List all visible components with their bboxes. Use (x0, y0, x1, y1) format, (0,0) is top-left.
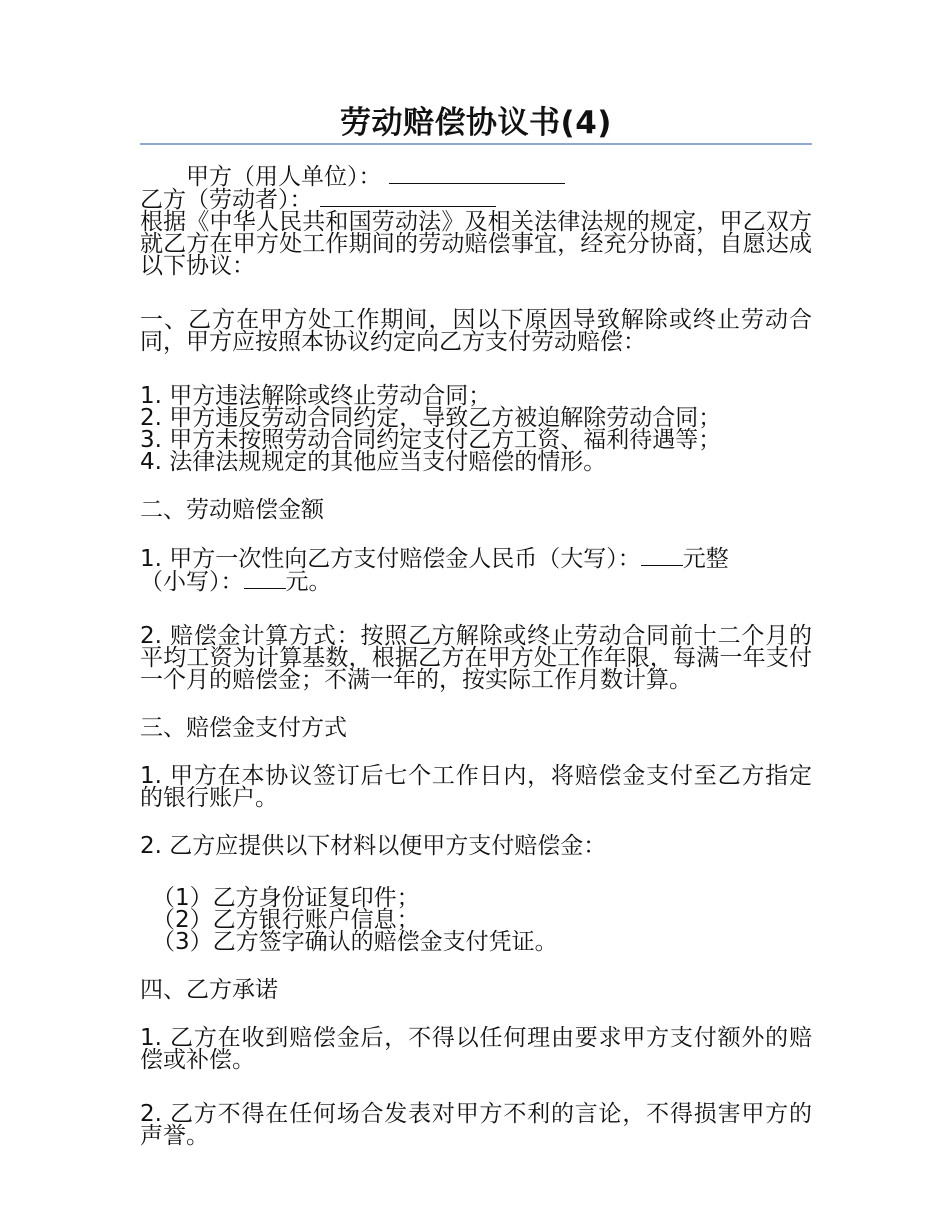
list-item: 2. 甲方违反劳动合同约定，导致乙方被迫解除劳动合同； (140, 405, 722, 431)
list-item: 4. 法律法规规定的其他应当支付赔偿的情形。 (140, 449, 607, 475)
amount-words-suffix: 元整 (682, 546, 729, 572)
party-b-label: 乙方（劳动者）： (140, 187, 313, 213)
section2-item1 (140, 547, 812, 593)
section2-heading: 二、劳动赔偿金额 (140, 497, 324, 523)
amount-number-suffix: 元。 (285, 569, 332, 595)
party-a-blank (389, 165, 565, 184)
section2-item1-line2 (140, 570, 812, 593)
amount-words-label: 1. 甲方一次性向乙方支付赔偿金人民币（大写）： (140, 546, 641, 572)
section1-list (140, 385, 812, 473)
section4-item1: 1. 乙方在收到赔偿金后，不得以任何理由要求甲方支付额外的赔偿或补偿。 (140, 1025, 812, 1073)
party-b-blank (320, 188, 496, 207)
list-item: （2）乙方银行账户信息； (152, 907, 420, 933)
section2-item2: 2. 赔偿金计算方式：按照乙方解除或终止劳动合同前十二个月的平均工资为计算基数，根据乙方在甲方处工作年限，每满一年支付一个月的赔偿金；不满一年的，按实际工作月数计算。 (140, 623, 812, 693)
list-item: 3. 甲方未按照劳动合同约定支付乙方工资、福利待遇等； (140, 427, 722, 453)
amount-number-label: （小写）： (140, 569, 244, 595)
amount-number-blank (244, 570, 286, 589)
section3-item2: 2. 乙方应提供以下材料以便甲方支付赔偿金： (140, 833, 607, 859)
document-page (140, 104, 812, 1147)
list-item: 1. 甲方违法解除或终止劳动合同； (140, 383, 492, 409)
party-a-label: 甲方（用人单位）： (186, 164, 382, 190)
section3-heading: 三、赔偿金支付方式 (140, 715, 347, 741)
section3-sub-list (140, 887, 812, 953)
document-title: 劳动赔偿协议书(4) (140, 104, 812, 145)
section1-heading: 一、乙方在甲方处工作期间，因以下原因导致解除或终止劳动合同，甲方应按照本协议约定向乙方支付劳动赔偿： (140, 307, 812, 355)
party-b-line (140, 188, 812, 211)
list-item: （1）乙方身份证复印件； (152, 885, 420, 911)
section3-item1: 1. 甲方在本协议签订后七个工作日内，将赔偿金支付至乙方指定的银行账户。 (140, 763, 812, 811)
list-item: （3）乙方签字确认的赔偿金支付凭证。 (152, 929, 558, 955)
party-a-line (140, 165, 812, 188)
intro-paragraph: 根据《中华人民共和国劳动法》及相关法律法规的规定，甲乙双方就乙方在甲方处工作期间的劳动赔偿事宜，经充分协商，自愿达成以下协议： (140, 209, 812, 279)
amount-words-blank (641, 547, 683, 566)
section4-heading: 四、乙方承诺 (140, 977, 278, 1003)
section4-item2: 2. 乙方不得在任何场合发表对甲方不利的言论，不得损害甲方的声誉。 (140, 1101, 812, 1149)
section2-item1-line1 (140, 547, 812, 570)
